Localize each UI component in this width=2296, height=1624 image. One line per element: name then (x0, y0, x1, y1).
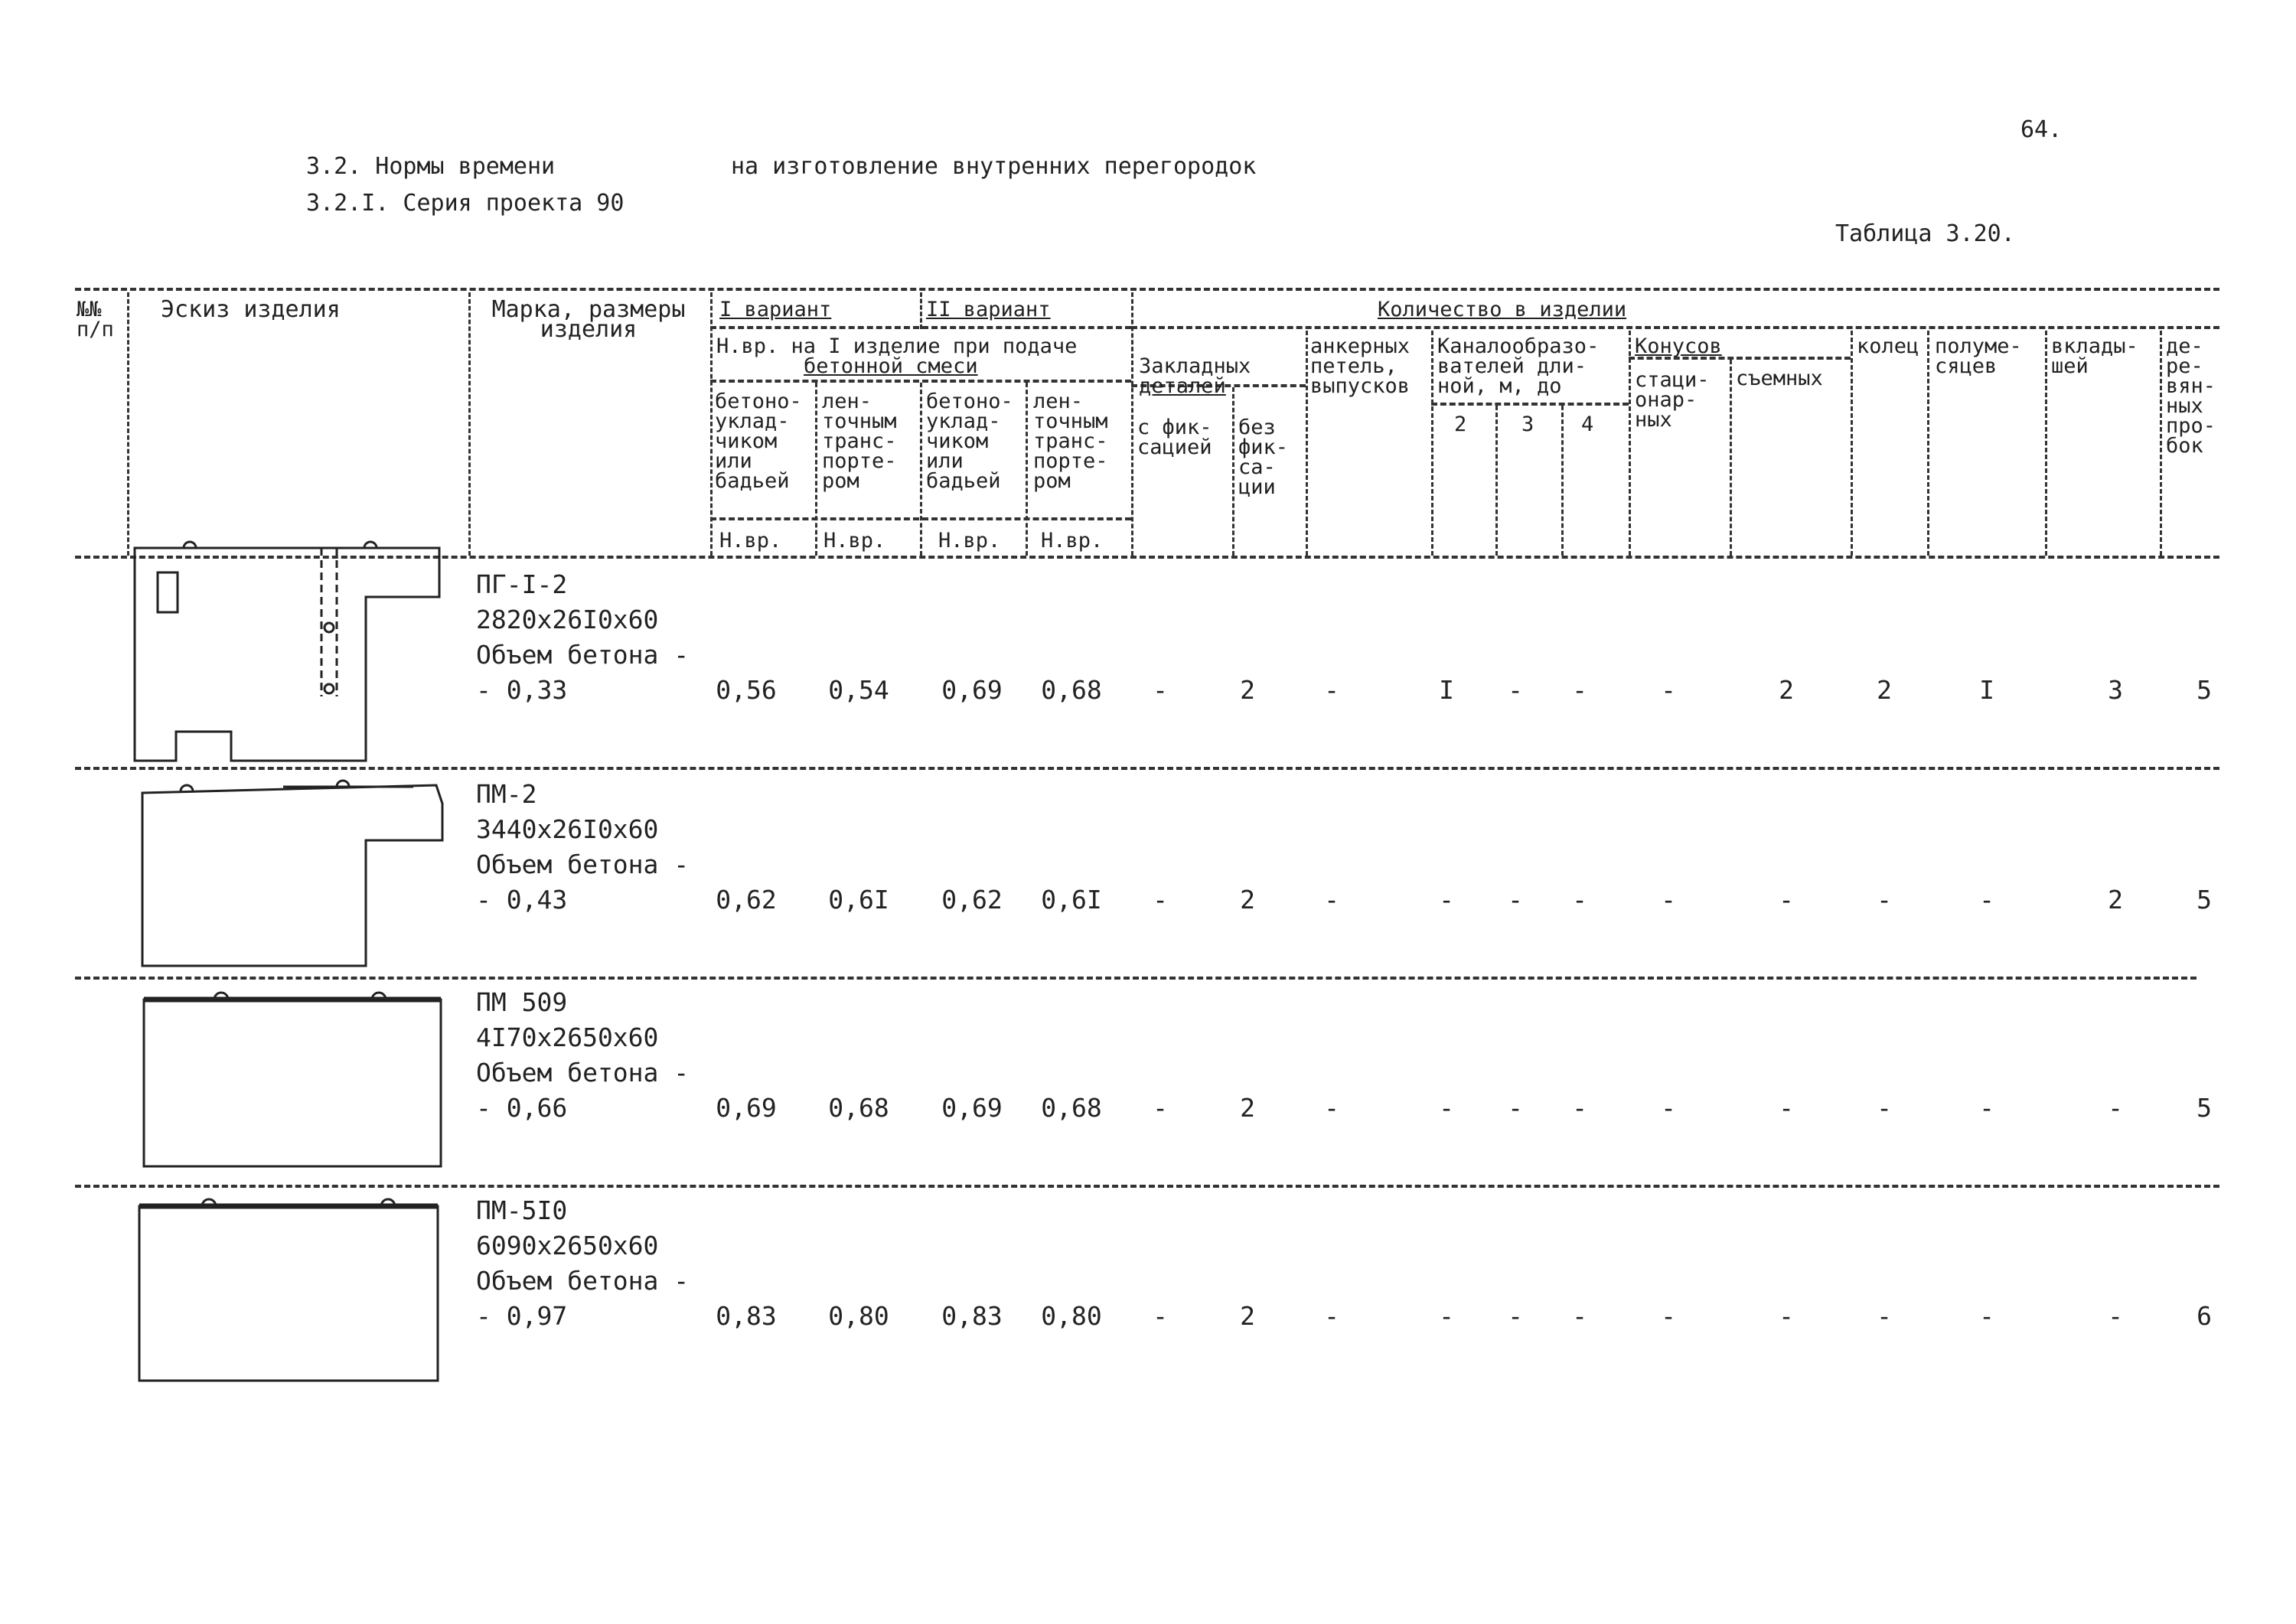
row-cell-v4: 0,68 (1041, 675, 1102, 705)
header-emb-fix: с фик- сацией (1137, 416, 1212, 459)
header-sub-3: бетоно- уклад- чиком или бадьей (926, 390, 1013, 493)
page-number: 64. (2020, 116, 2063, 143)
header-half-rings: полуме- сяцев (1935, 334, 2022, 378)
row-size: 4I70х2650х60 (476, 1022, 659, 1052)
row-cell-c7: - (1661, 1093, 1676, 1123)
row-mark: ПМ-5I0 (476, 1195, 568, 1225)
row-cell-c1: - (1153, 1301, 1168, 1331)
header-variant-1: I вариант (719, 298, 832, 321)
row-cell-c6: - (1572, 885, 1587, 915)
header-hvr-1: Н.вр. (719, 529, 782, 553)
row-size: 6090х2650х60 (476, 1231, 659, 1260)
row-cell-v3: 0,69 (941, 675, 1003, 705)
header-hvr-3: Н.вр. (938, 529, 1001, 553)
row-cell-c4: I (1439, 675, 1454, 705)
row-cell-c1: - (1153, 1093, 1168, 1123)
row-cell-c4: - (1439, 885, 1454, 915)
sketch-pm-2 (142, 781, 442, 966)
header-inserts: вклады- шей (2051, 334, 2138, 378)
row-cell-c8: - (1779, 1301, 1794, 1331)
header-hvr: Н.вр. на I изделие при подаче (716, 334, 1078, 358)
row-cell-v1: 0,83 (716, 1301, 777, 1331)
row-cell-c5: - (1508, 1301, 1523, 1331)
header-channel-4: 4 (1581, 413, 1594, 436)
row-cell-c3: - (1324, 675, 1339, 705)
header-hvr-2b: Н.вр. (823, 529, 886, 553)
row-volume-label: Объем бетона - (476, 640, 690, 670)
row-cell-v2: 0,68 (828, 1093, 889, 1123)
row-cell-c11: 3 (2108, 675, 2123, 705)
row-cell-c12: 5 (2197, 885, 2212, 915)
row-cell-c9: - (1877, 1093, 1892, 1123)
header-emb-nofix: без фик- са- ции (1238, 416, 1289, 499)
header-sub-2: лен- точным транс- порте- ром (822, 390, 897, 493)
table-label: Таблица 3.20. (1835, 220, 2015, 247)
row-cell-c12: 5 (2197, 675, 2212, 705)
row-cell-v3: 0,69 (941, 1093, 1003, 1123)
row-cell-v1: 0,69 (716, 1093, 777, 1123)
row-cell-c1: - (1153, 675, 1168, 705)
row-cell-v3: 0,83 (941, 1301, 1003, 1331)
row-cell-c4: - (1439, 1093, 1454, 1123)
header-variant-2: II вариант (926, 298, 1051, 321)
row-cell-c3: - (1324, 1301, 1339, 1331)
row-mark: ПМ 509 (476, 987, 568, 1017)
row-cell-c10: I (1979, 675, 1994, 705)
header-plugs: де- ре- вян- ных про- бок (2166, 334, 2216, 458)
header-quantity: Количество в изделии (1378, 298, 1627, 321)
header-channel-2: 2 (1454, 413, 1467, 436)
row-cell-c2: 2 (1240, 1093, 1255, 1123)
row-cell-v4: 0,6I (1041, 885, 1102, 915)
row-cell-v2: 0,6I (828, 885, 889, 915)
row-cell-c2: 2 (1240, 1301, 1255, 1331)
header-hvr-2: бетонной смеси (804, 354, 978, 378)
row-volume-label: Объем бетона - (476, 1266, 690, 1296)
row-cell-c7: - (1661, 1301, 1676, 1331)
row-volume: - 0,97 (476, 1301, 568, 1331)
row-cell-c8: - (1779, 885, 1794, 915)
section-heading: 3.2. Нормы времени (306, 153, 556, 180)
row-cell-c11: - (2108, 1301, 2123, 1331)
row-cell-c1: - (1153, 885, 1168, 915)
section-heading-subject: на изготовление внутренних перегородок (731, 153, 1257, 180)
header-rings: колец (1857, 334, 1919, 358)
header-embedded: Закладных деталей (1139, 354, 1251, 398)
subsection-heading: 3.2.I. Серия проекта 90 (306, 190, 625, 217)
row-cell-c2: 2 (1240, 675, 1255, 705)
row-cell-c2: 2 (1240, 885, 1255, 915)
row-mark: ПГ-I-2 (476, 569, 568, 599)
row-cell-c7: - (1661, 885, 1676, 915)
row-cell-c6: - (1572, 1093, 1587, 1123)
header-channel-3: 3 (1521, 413, 1534, 436)
row-volume-label: Объем бетона - (476, 1058, 690, 1088)
header-sub-1: бетоно- уклад- чиком или бадьей (715, 390, 802, 493)
header-cones-removable: съемных (1736, 367, 1823, 390)
row-cell-c6: - (1572, 675, 1587, 705)
row-cell-v2: 0,54 (828, 675, 889, 705)
header-sub-4: лен- точным транс- порте- ром (1033, 390, 1108, 493)
row-cell-c10: - (1979, 1093, 1994, 1123)
row-cell-c12: 5 (2197, 1093, 2212, 1123)
row-cell-c10: - (1979, 885, 1994, 915)
row-cell-c6: - (1572, 1301, 1587, 1331)
row-cell-c5: - (1508, 885, 1523, 915)
row-cell-c8: 2 (1779, 675, 1794, 705)
row-cell-c8: - (1779, 1093, 1794, 1123)
header-sketch: Эскиз изделия (161, 296, 341, 323)
row-cell-c9: - (1877, 1301, 1892, 1331)
row-cell-c9: - (1877, 885, 1892, 915)
row-cell-v1: 0,56 (716, 675, 777, 705)
header-anchor: анкерных петель, выпусков (1310, 334, 1411, 398)
sketch-pm-509 (144, 993, 441, 1166)
row-cell-c3: - (1324, 1093, 1339, 1123)
header-channel: Каналообразо- вателей дли- ной, м, до (1437, 334, 1600, 398)
row-cell-c9: 2 (1877, 675, 1892, 705)
header-cones-static: стаци- онар- ных (1635, 368, 1710, 432)
row-cell-v1: 0,62 (716, 885, 777, 915)
row-cell-c12: 6 (2197, 1301, 2212, 1331)
sketch-pm-510 (139, 1199, 438, 1381)
row-cell-c10: - (1979, 1301, 1994, 1331)
row-cell-c11: 2 (2108, 885, 2123, 915)
header-hvr-4: Н.вр. (1041, 529, 1104, 553)
row-cell-c4: - (1439, 1301, 1454, 1331)
header-cones: Конусов (1635, 334, 1722, 358)
row-volume: - 0,33 (476, 675, 568, 705)
row-cell-v3: 0,62 (941, 885, 1003, 915)
row-cell-c3: - (1324, 885, 1339, 915)
sketch-pg-1-2 (135, 542, 439, 761)
header-mark: Марка, размеры изделия (491, 296, 686, 343)
row-cell-c5: - (1508, 675, 1523, 705)
row-cell-v4: 0,80 (1041, 1301, 1102, 1331)
row-cell-c11: - (2108, 1093, 2123, 1123)
header-no: №№ п/п (77, 298, 114, 341)
row-volume: - 0,43 (476, 885, 568, 915)
row-cell-v4: 0,68 (1041, 1093, 1102, 1123)
row-volume-label: Объем бетона - (476, 850, 690, 879)
row-size: 2820х26I0х60 (476, 605, 659, 634)
row-cell-c5: - (1508, 1093, 1523, 1123)
row-mark: ПМ-2 (476, 779, 537, 809)
row-size: 3440х26I0х60 (476, 814, 659, 844)
row-cell-c7: - (1661, 675, 1676, 705)
row-cell-v2: 0,80 (828, 1301, 889, 1331)
row-volume: - 0,66 (476, 1093, 568, 1123)
